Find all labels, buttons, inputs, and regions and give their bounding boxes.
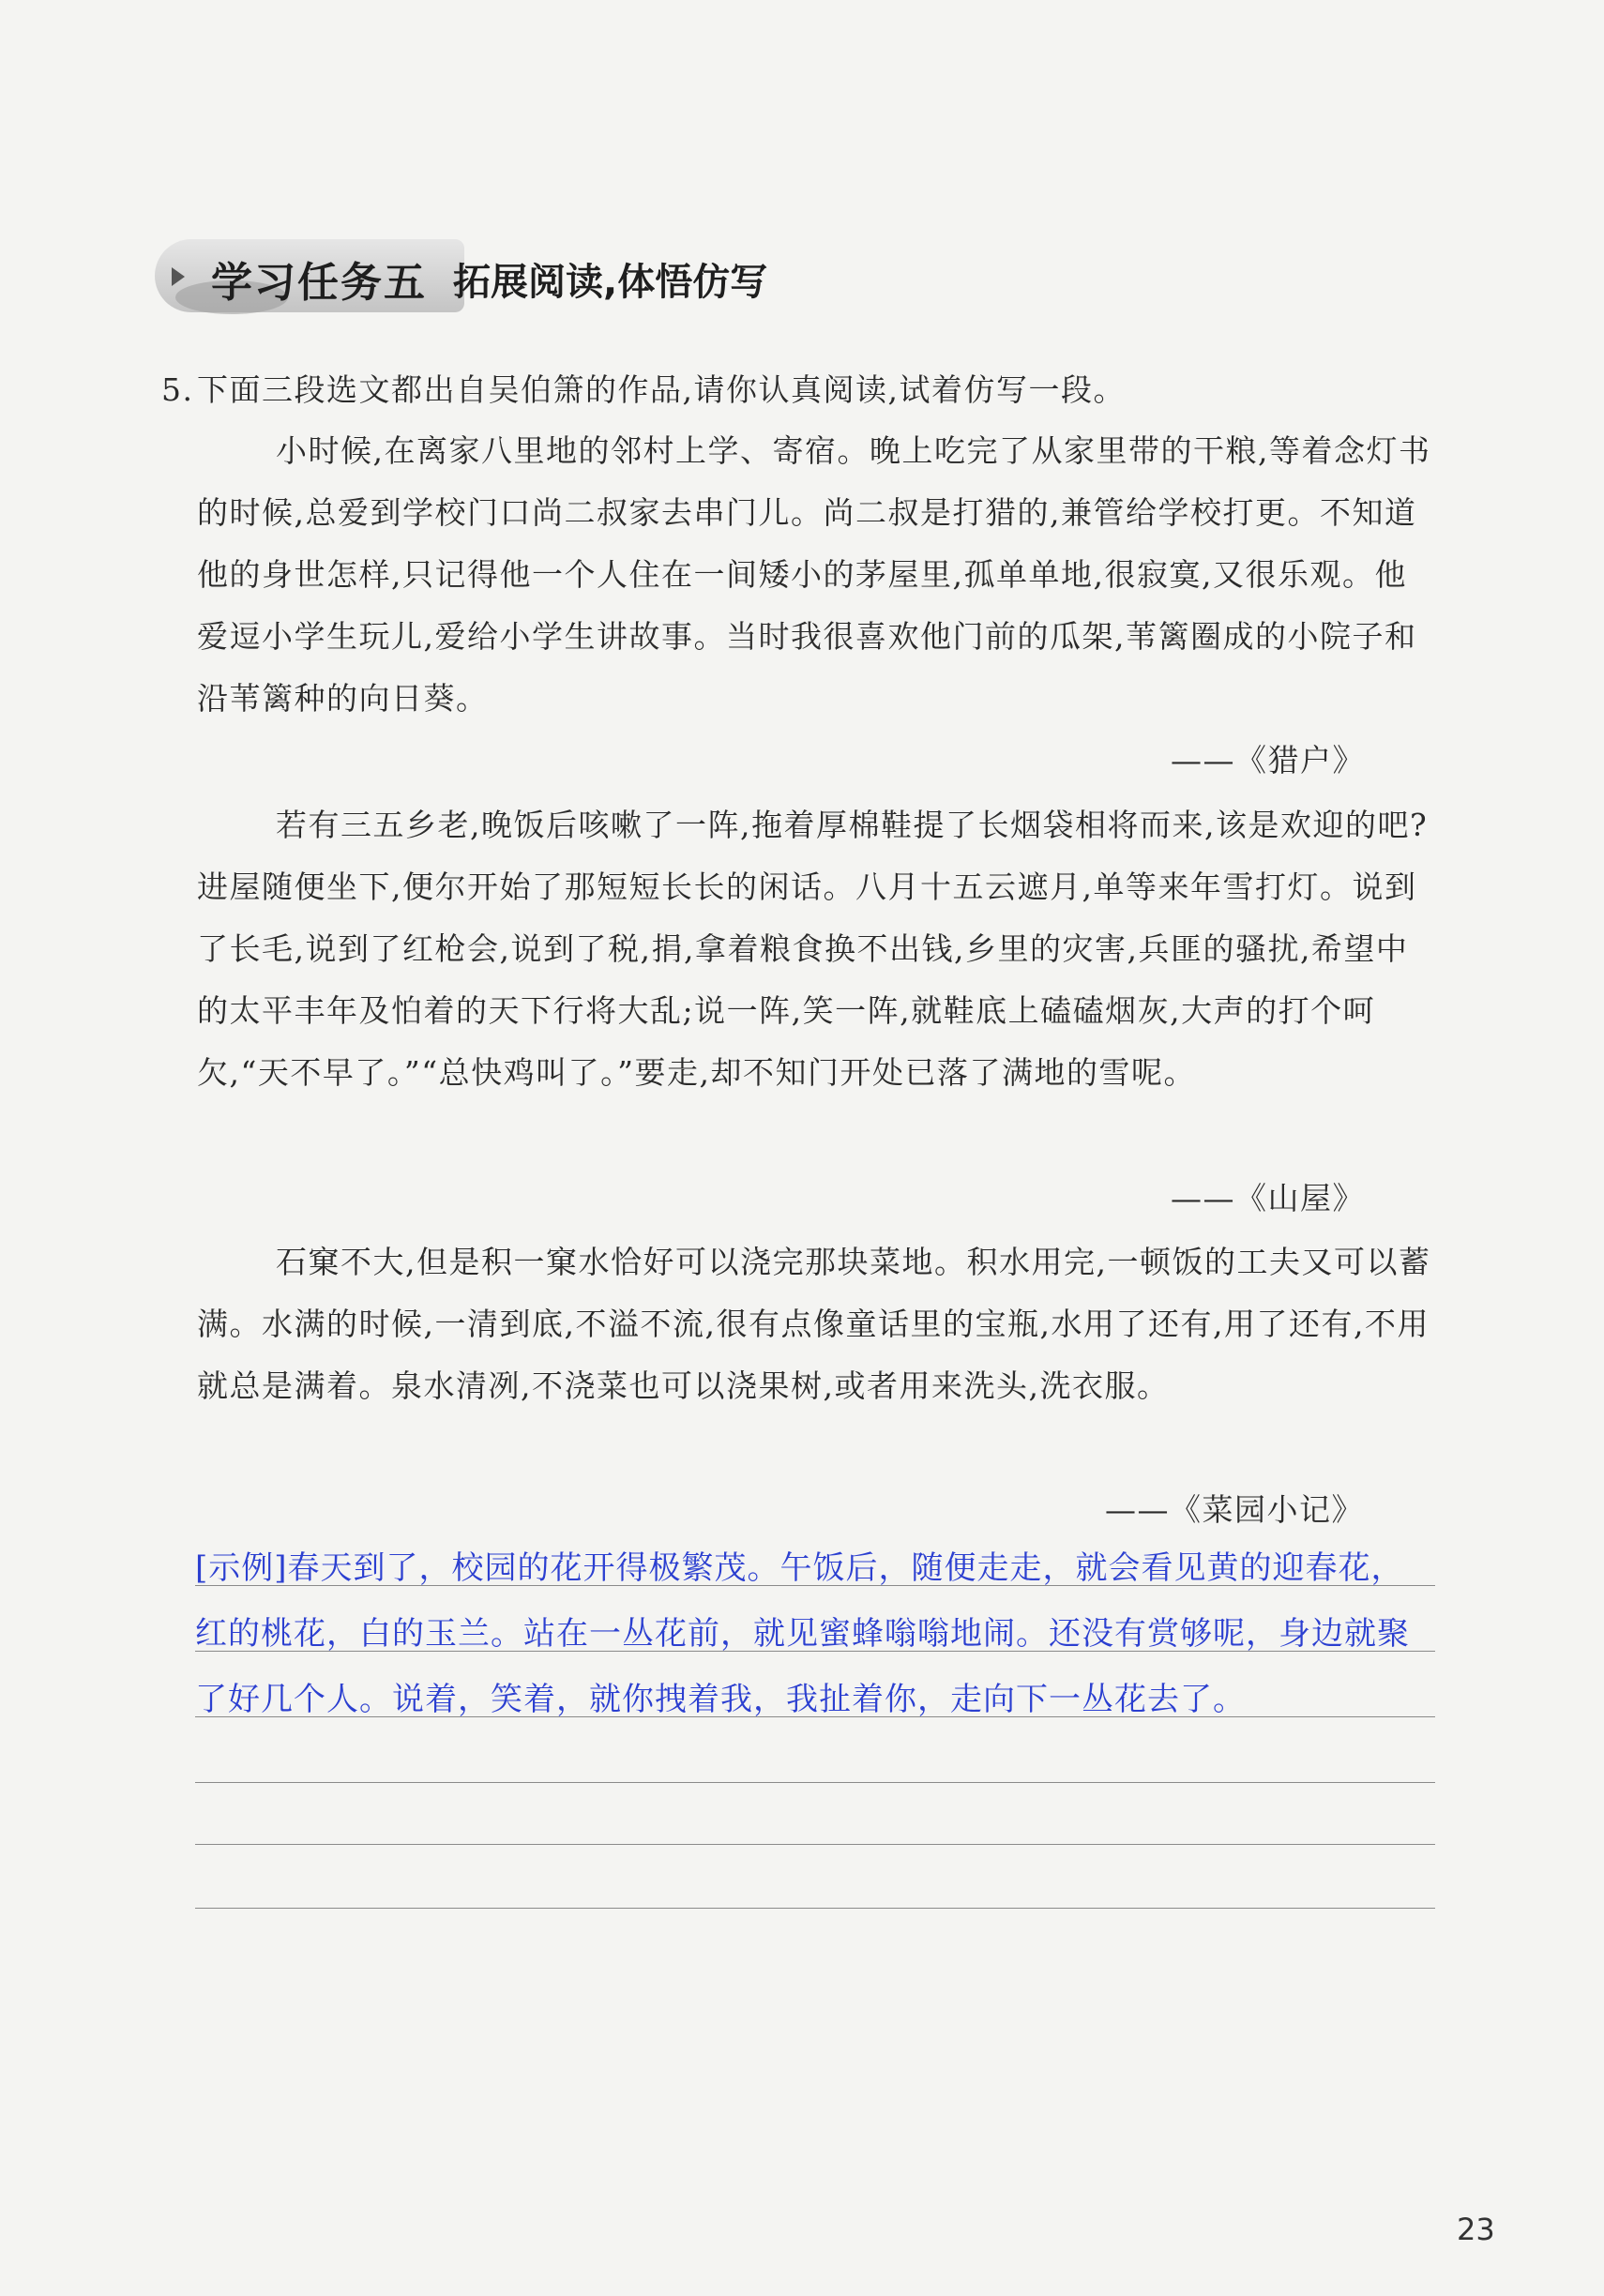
question-number: 5.	[161, 371, 194, 408]
passage-2-source: ——《山屋》	[1171, 1180, 1365, 1216]
page-number: 23	[1457, 2212, 1495, 2247]
passage-3: 石窠不大,但是积一窠水恰好可以浇完那块菜地。积水用完,一顿饭的工夫又可以蓄满。水满的时候,一清到底,不溢不流,很有点像童话里的宝瓶,水用了还有,用了还有,不用就总是满着。泉水清冽,不浇菜也可以浇果树,或者用来洗头,洗衣服。	[197, 1244, 1431, 1404]
task-badge	[155, 239, 464, 312]
question-prompt	[161, 359, 1437, 421]
task-badge-label: 学习任务五	[211, 259, 427, 307]
task-header	[155, 239, 999, 324]
passage-3-source: ——《菜园小记》	[1105, 1491, 1364, 1528]
passage-1: 小时候,在离家八里地的邻村上学、寄宿。晚上吃完了从家里带的干粮,等着念灯书的时候,总爱到学校门口尚二叔家去串门儿。尚二叔是打猎的,兼管给学校打更。不知道他的身世怎样,只记得他一个人住在一间矮小的茅屋里,孤单单地,很寂寞,又很乐观。他爱逗小学生玩儿,爱给小学生讲故事。当时我很喜欢他门前的瓜架,苇篱圈成的小院子和沿苇篱种的向日葵。	[197, 432, 1431, 717]
task-subtitle: 拓展阅读,体悟仿写	[453, 261, 768, 304]
passage-2: 若有三五乡老,晚饭后咳嗽了一阵,拖着厚棉鞋提了长烟袋相将而来,该是欢迎的吧?进屋随便坐下,便尔开始了那短短长长的闲话。八月十五云遮月,单等来年雪打灯。说到了长毛,说到了红枪会,说到了税,捐,拿着粮食换不出钱,乡里的灾害,兵匪的骚扰,希望中的太平丰年及怕着的天下行将大乱;说一阵,笑一阵,就鞋底上磕磕烟灰,大声的打个呵欠,“天不早了。”“总快鸡叫了。”要走,却不知门开处已落了满地的雪呢。	[197, 807, 1429, 1091]
answer-line	[195, 1908, 1435, 1909]
answer-line	[195, 1782, 1435, 1783]
answer-line	[195, 1844, 1435, 1845]
question-text: 下面三段选文都出自吴伯箫的作品,请你认真阅读,试着仿写一段。	[197, 371, 1126, 408]
arrow-icon	[172, 267, 185, 286]
passage-1-source: ——《猎户》	[1171, 742, 1365, 778]
handwritten-answer[interactable]: [示例]春天到了，校园的花开得极繁茂。午饭后，随便走走，就会看见黄的迎春花，红的桃花，白的玉兰。站在一丛花前，就见蜜蜂嗡嗡地闹。还没有赏够呢，身边就聚了好几个人。说着，笑着，就你拽着我，我扯着你，走向下一丛花去了。	[195, 1549, 1410, 1718]
